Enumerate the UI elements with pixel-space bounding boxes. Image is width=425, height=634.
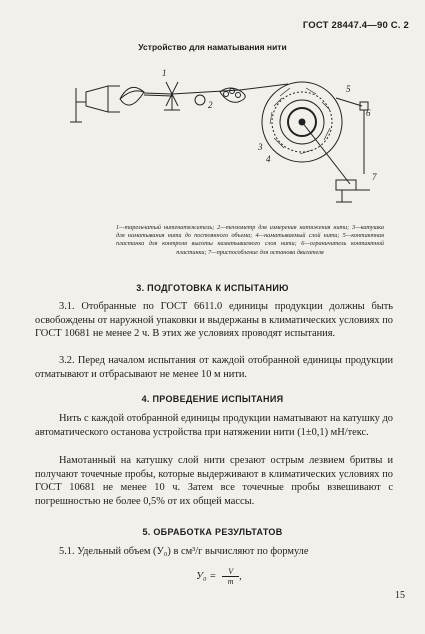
figure-caption: 1—тарельчатый нитенатяжитель; 2—тензометр для измерения натяжения нити; 3—катушка для наматывания нити до постоянного объема; 4—наматываемый слой нити; 5—контактная пластинка для контроля высоты наматываемого слоя нити; 6—ограничитель контактной пластинки; 7—приспособление для останова двигателя (116, 224, 384, 256)
winding-device-diagram (60, 62, 390, 220)
formula-denominator: m (227, 577, 234, 586)
label-6: 6 (366, 108, 371, 118)
formula-fraction (222, 567, 239, 586)
paragraph-3-1: 3.1. Отобранные по ГОСТ 6611.0 единицы продукции должны быть освобождены от наружной упаковки и выдержаны в климатических условиях по ГОСТ 10681 не менее 2 ч. В этих же условиях проводят испытания. (35, 301, 393, 340)
figure-title: Устройство для наматывания нити (138, 42, 287, 52)
paragraph-3-2: 3.2. Перед началом испытания от каждой отобранной единицы продукции отматывают и отбрасывают не менее 10 м нити. (35, 355, 393, 380)
label-3: 3 (258, 142, 263, 152)
label-2: 2 (208, 100, 213, 110)
section-3-heading: 3. ПОДГОТОВКА К ИСПЫТАНИЮ (136, 283, 289, 293)
page-number: 15 (395, 590, 405, 601)
section-4-heading: 4. ПРОВЕДЕНИЕ ИСПЫТАНИЯ (141, 394, 284, 404)
label-7: 7 (372, 172, 377, 182)
standard-code: ГОСТ 28447.4—90 С. 2 (302, 20, 409, 31)
contact-plate (336, 98, 362, 106)
formula-lhs: У₀ = (196, 571, 217, 582)
label-1: 1 (162, 68, 167, 78)
section-5-heading: 5. ОБРАБОТКА РЕЗУЛЬТАТОВ (142, 527, 283, 537)
stop-device (336, 180, 356, 190)
tensometer-roller (195, 95, 205, 105)
yarn-package (86, 86, 108, 112)
paragraph-5-1: 5.1. Удельный объем (У₀) в см³/г вычисляют по формуле (59, 546, 309, 557)
specific-volume-formula (196, 567, 242, 586)
label-4: 4 (266, 154, 271, 164)
paragraph-4-1: Нить с каждой отобранной единицы продукции наматывают на катушку до автоматического останова устройства при натяжении нити (1±0,1) мН/текс. (35, 413, 393, 438)
label-5: 5 (346, 84, 351, 94)
paragraph-4-2: Намотанный на катушку слой нити срезают острым лезвием бритвы и получают точечные пробы, которые выдерживают в климатических условиях по ГОСТ 10681 не менее 10 ч. Затем все точечные пробы взвешивают с погрешностью не более 0,5% от их общей массы. (35, 455, 393, 507)
formula-tail: , (239, 571, 242, 582)
yarn-path (144, 84, 288, 94)
formula-numerator: V (222, 567, 239, 577)
